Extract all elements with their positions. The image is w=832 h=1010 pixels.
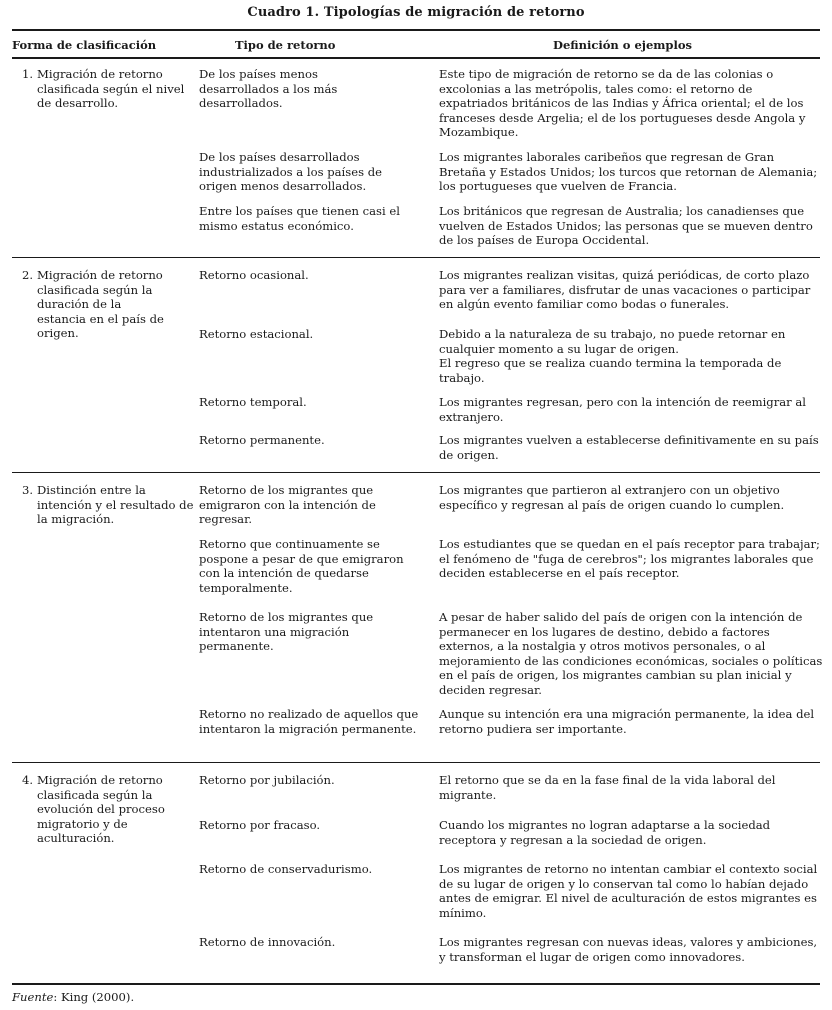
group-label-text: Migración de retorno clasificada según la evolución del proceso migratorio y de aculturación. — [37, 773, 165, 846]
source-label: Fuente — [12, 990, 54, 1004]
table-title: Cuadro 1. Tipologías de migración de retorno — [247, 5, 585, 20]
definicion-cell: Los migrantes de retorno no intentan cambiar el contexto social de su lugar de origen y lo conservan tal como lo habían dejado antes de emigrar. El nivel de aculturación de estos migrantes es mínimo. — [439, 862, 818, 920]
group-number: 3. — [22, 483, 34, 497]
header-definicion: Definición o ejemplos — [553, 38, 692, 52]
tipo-retorno-cell: Retorno no realizado de aquellos que intentaron la migración permanente. — [199, 707, 419, 736]
tipo-retorno-cell: De los países menos desarrollados a los más desarrollados. — [199, 67, 338, 111]
group-label — [22, 67, 194, 111]
group-label-text: Distinción entre la intención y el resultado de la migración. — [37, 483, 194, 527]
tipo-retorno-cell: Entre los países que tienen casi el mismo estatus económico. — [199, 204, 400, 233]
tipo-retorno-cell: Retorno de los migrantes que intentaron una migración permanente. — [199, 610, 374, 654]
group-label — [22, 483, 202, 527]
definicion-cell: Los migrantes regresan con nuevas ideas, valores y ambiciones, y transforman el lugar de origen como innovadores. — [439, 935, 818, 964]
group-2 — [12, 258, 820, 472]
tipo-retorno-cell: De los países desarrollados industrializados a los países de origen menos desarrollados. — [199, 150, 382, 194]
definicion-text: Debido a la naturaleza de su trabajo, no puede retornar en cualquier momento a su lugar de origen. — [439, 327, 786, 356]
source-text: : King (2000). — [53, 990, 135, 1004]
table-header — [12, 31, 820, 57]
tipo-retorno-cell: Retorno de conservadurismo. — [199, 862, 373, 876]
group-number: 2. — [22, 268, 34, 282]
group-label-text: Migración de retorno clasificada según la duración de la estancia en el país de origen. — [37, 268, 164, 341]
tipo-retorno-cell: Retorno de los migrantes que emigraron con la intención de regresar. — [199, 483, 376, 527]
definicion-cell: Aunque su intención era una migración permanente, la idea del retorno pudiera ser importante. — [439, 707, 815, 736]
group-1 — [12, 59, 820, 257]
tipo-retorno-cell: Retorno de innovación. — [199, 935, 336, 949]
tipo-retorno-cell: Retorno por jubilación. — [199, 773, 335, 787]
tipo-retorno-cell: Retorno por fracaso. — [199, 818, 321, 832]
definicion-cell: Los migrantes laborales caribeños que regresan de Gran Bretaña y Estados Unidos; los turcos que retornan de Alemania; los portugueses que vuelven de Francia. — [439, 150, 818, 194]
typology-table — [12, 29, 823, 985]
group-4 — [12, 763, 820, 983]
header-tipo-retorno: Tipo de retorno — [235, 38, 336, 52]
definicion-cell — [439, 327, 823, 385]
definicion-cell: Los estudiantes que se quedan en el país receptor para trabajar; el fenómeno de "fuga de cerebros"; los migrantes laborales que deciden establecerse en el país receptor. — [439, 537, 820, 581]
definicion-cell: El retorno que se da en la fase final de la vida laboral del migrante. — [439, 773, 776, 802]
definicion-cell: Los migrantes vuelven a establecerse definitivamente en su país de origen. — [439, 433, 819, 462]
group-3 — [12, 473, 823, 762]
tipo-retorno-cell: Retorno permanente. — [199, 433, 325, 447]
group-label-text: Migración de retorno clasificada según el nivel de desarrollo. — [37, 67, 185, 111]
definicion-cell: Los migrantes regresan, pero con la intención de reemigrar al extranjero. — [439, 395, 807, 424]
tipo-retorno-cell: Retorno ocasional. — [199, 268, 309, 282]
definicion-cell: Este tipo de migración de retorno se da de las colonias o excolonias a las metrópolis, tales como: el retorno de expatriados británicos de las Indias y África oriental; el de los franceses desde Argelia; el de los portugueses desde Angola y Mozambique. — [439, 67, 806, 140]
definicion-cell: Los migrantes que partieron al extranjero con un objetivo específico y regresan al país de origen cuando lo cumplen. — [439, 483, 785, 512]
bottom-rule — [12, 983, 820, 985]
definicion-cell: Los migrantes realizan visitas, quizá periódicas, de corto plazo para ver a familiares, disfrutar de unas vacaciones o participar en algún evento familiar como bodas o funerales. — [439, 268, 811, 312]
tipo-retorno-cell: Retorno temporal. — [199, 395, 307, 409]
group-label — [22, 268, 172, 341]
header-forma-clasificacion: Forma de clasificación — [12, 38, 157, 52]
group-label — [22, 773, 197, 846]
definicion-cell: Cuando los migrantes no logran adaptarse a la sociedad receptora y regresan a la sociedad de origen. — [439, 818, 771, 847]
group-number: 4. — [22, 773, 34, 787]
definicion-cell: A pesar de haber salido del país de origen con la intención de permanecer en los lugares de destino, debido a factores externos, a la nostalgia y otros motivos personales, o al mejoramiento de las condiciones económicas, sociales o políticas en el país de origen, los migrantes cambian su plan inicial y deciden regresar. — [439, 610, 823, 697]
group-number: 1. — [22, 67, 34, 81]
tipo-retorno-cell: Retorno que continuamente se pospone a pesar de que emigraron con la intención de quedarse temporalmente. — [199, 537, 404, 595]
source-note — [12, 990, 134, 1004]
tipo-retorno-cell: Retorno estacional. — [199, 327, 314, 341]
definicion-text-extra: El regreso que se realiza cuando termina la temporada de trabajo. — [439, 356, 782, 385]
definicion-cell: Los británicos que regresan de Australia; los canadienses que vuelven de Estados Unidos; las personas que se mueven dentro de los países de Europa Occidental. — [439, 204, 813, 248]
